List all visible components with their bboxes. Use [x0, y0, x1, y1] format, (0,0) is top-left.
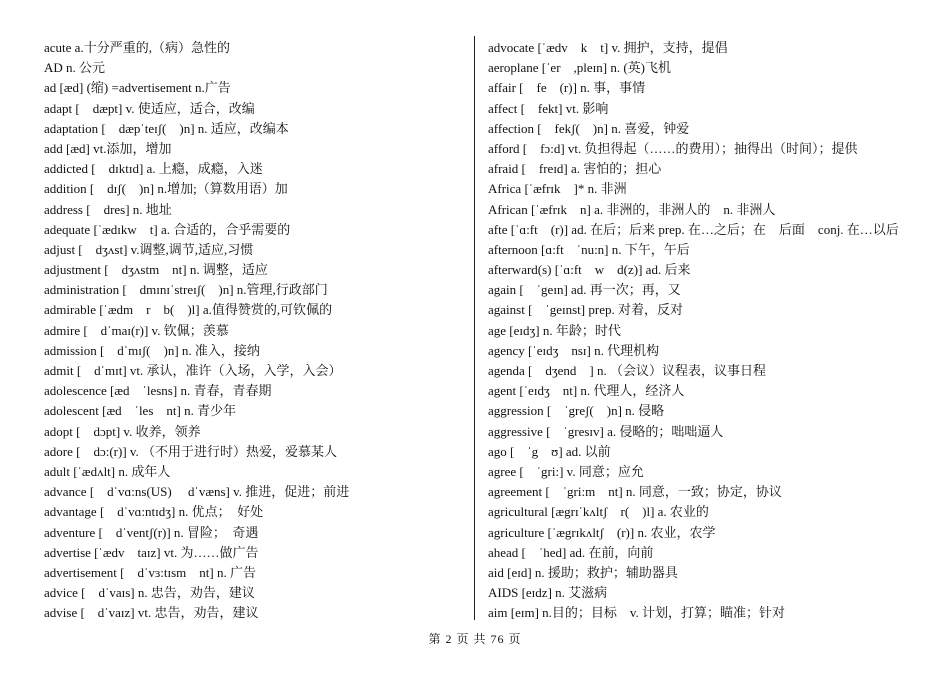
vocab-entry: acute a.十分严重的,（病）急性的: [44, 40, 230, 55]
vocab-entry: AD n. 公元: [44, 60, 106, 76]
vocab-entry: afternoon [ɑ:ft ˈnu:n] n. 下午，午后: [488, 241, 690, 257]
vocab-entry: add [æd] vt.添加，增加: [44, 140, 172, 156]
vocab-entry: AIDS [eɪdz] n. 艾滋病: [488, 585, 608, 601]
vocab-entry: aggression [ ˈgreʃ( )n] n. 侵略: [488, 403, 665, 419]
vocab-entry: aggressive [ ˈgresɪv] a. 侵略的；咄咄逼人: [488, 423, 724, 439]
vocab-entry: agricultural [ægrɪˈkʌltʃ r( )l] a. 农业的: [488, 504, 709, 520]
column-divider: [474, 36, 475, 620]
vocab-entry: affection [ fekʃ( )n] n. 喜爱，钟爱: [488, 120, 690, 136]
vocab-entry: admire [ dˈmaɪ(r)] v. 钦佩；羡慕: [44, 322, 229, 338]
vocab-entry: advocate [ˈædv k t] v. 拥护，支持，提倡: [488, 40, 728, 55]
vocab-entry: addition [ dɪʃ( )n] n.增加;（算数用语）加: [44, 181, 288, 197]
vocab-entry: admirable [ˈædm r b( )l] a.值得赞赏的,可钦佩的: [44, 302, 333, 318]
vocab-entry: advise [ dˈvaɪz] vt. 忠告，劝告，建议: [44, 605, 259, 621]
vocab-entry: Africa [ˈæfrɪk ]* n. 非洲: [488, 181, 627, 197]
left-column: [44, 38, 464, 623]
vocab-entry: against [ ˈgeɪnst] prep. 对着，反对: [488, 302, 683, 318]
vocab-entry: agree [ ˈgri:] v. 同意；应允: [488, 463, 644, 479]
vocab-entry: agency [ˈeɪdʒ nsɪ] n. 代理机构: [488, 342, 660, 358]
vocab-entry: address [ dres] n. 地址: [44, 201, 172, 217]
vocab-entry: addicted [ dɪktɪd] a. 上瘾，成瘾，入迷: [44, 161, 263, 177]
vocab-entry: adolescence [æd ˈlesns] n. 青春，青春期: [44, 383, 272, 399]
vocab-entry: agenda [ dʒend ] n. （会议）议程表，议事日程: [488, 363, 767, 378]
vocab-entry: affect [ fekt] vt. 影响: [488, 100, 609, 116]
vocab-entry: adolescent [æd ˈles nt] n. 青少年: [44, 403, 237, 419]
vocab-entry: adequate [ˈædɪkw t] a. 合适的，合乎需要的: [44, 221, 291, 237]
vocab-entry: affair [ fe (r)] n. 事，事情: [488, 80, 646, 96]
vocab-entry: ahead [ ˈhed] ad. 在前，向前: [488, 544, 654, 560]
vocab-entry: age [eɪdʒ] n. 年龄；时代: [488, 322, 621, 338]
vocab-entry: advertisement [ dˈvɜ:tɪsm nt] n. 广告: [44, 564, 256, 580]
vocab-entry: African [ˈæfrɪk n] a. 非洲的，非洲人的 n. 非洲人: [488, 201, 776, 217]
vocab-entry: adjustment [ dʒʌstm nt] n. 调整，适应: [44, 262, 268, 278]
vocab-entry: ago [ ˈg ʊ] ad. 以前: [488, 443, 611, 459]
vocab-entry: afte [ˈɑ:ft (r)] ad. 在后；后来 prep. 在…之后；在 后面 conj. 在…以后: [488, 221, 899, 237]
vocab-entry: adventure [ dˈventʃ(r)] n. 冒险； 奇遇: [44, 524, 259, 540]
page-footer: 第 2 页 共 76 页: [428, 632, 522, 646]
vocab-entry: adore [ dɔ:(r)] v. （不用于进行时）热爱，爱慕某人: [44, 443, 338, 459]
vocab-entry: aid [eɪd] n. 援助；救护；辅助器具: [488, 564, 678, 580]
vocab-entry: again [ ˈgeɪn] ad. 再一次；再，又: [488, 282, 681, 298]
vocab-entry: agreement [ ˈgri:m nt] n. 同意，一致；协定，协议: [488, 484, 782, 500]
vocab-entry: advice [ dˈvaɪs] n. 忠告，劝告，建议: [44, 585, 255, 601]
vocab-entry: aeroplane [ˈer ,pleɪn] n. (英)飞机: [488, 60, 672, 76]
vocab-entry: agent [ˈeɪdʒ nt] n. 代理人，经济人: [488, 383, 685, 399]
vocab-entry: agriculture [ˈægrɪkʌltʃ (r)] n. 农业，农学: [488, 524, 716, 540]
vocab-entry: administration [ dmɪnɪˈstreɪʃ( )n] n.管理,行政部门: [44, 282, 328, 298]
vocab-entry: adapt [ dæpt] v. 使适应，适合，改编: [44, 100, 255, 116]
vocab-entry: adjust [ dʒʌst] v.调整,调节,适应,习惯: [44, 241, 254, 257]
vocab-entry: afford [ fɔ:d] vt. 负担得起（……的费用）；抽得出（时间）；提供: [488, 140, 858, 156]
vocab-entry: afraid [ freɪd] a. 害怕的；担心: [488, 161, 662, 177]
vocab-entry: ad [æd] (缩) =advertisement n.广告: [44, 80, 231, 96]
vocab-entry: advertise [ˈædv taɪz] vt. 为……做广告: [44, 544, 259, 560]
vocab-entry: adaptation [ dæpˈteɪʃ( )n] n. 适应，改编本: [44, 120, 289, 136]
right-column: [488, 38, 918, 623]
vocab-entry: admit [ dˈmɪt] vt. 承认，准许（入场，入学，入会）: [44, 363, 342, 378]
vocab-entry: admission [ dˈmɪʃ( )n] n. 准入，接纳: [44, 342, 260, 358]
vocab-entry: adult [ˈædʌlt] n. 成年人: [44, 463, 171, 479]
vocab-entry: adopt [ dɔpt] v. 收养，领养: [44, 423, 201, 439]
vocab-entry: advantage [ dˈvɑ:ntɪdʒ] n. 优点； 好处: [44, 504, 264, 520]
vocab-entry: aim [eɪm] n.目的；目标 v. 计划，打算；瞄准；针对: [488, 605, 786, 621]
vocab-entry: advance [ dˈvɑ:ns(US) dˈvæns] v. 推进，促进；前进: [44, 484, 350, 500]
vocab-entry: afterward(s) [ˈɑ:ft w d(z)] ad. 后来: [488, 262, 691, 278]
